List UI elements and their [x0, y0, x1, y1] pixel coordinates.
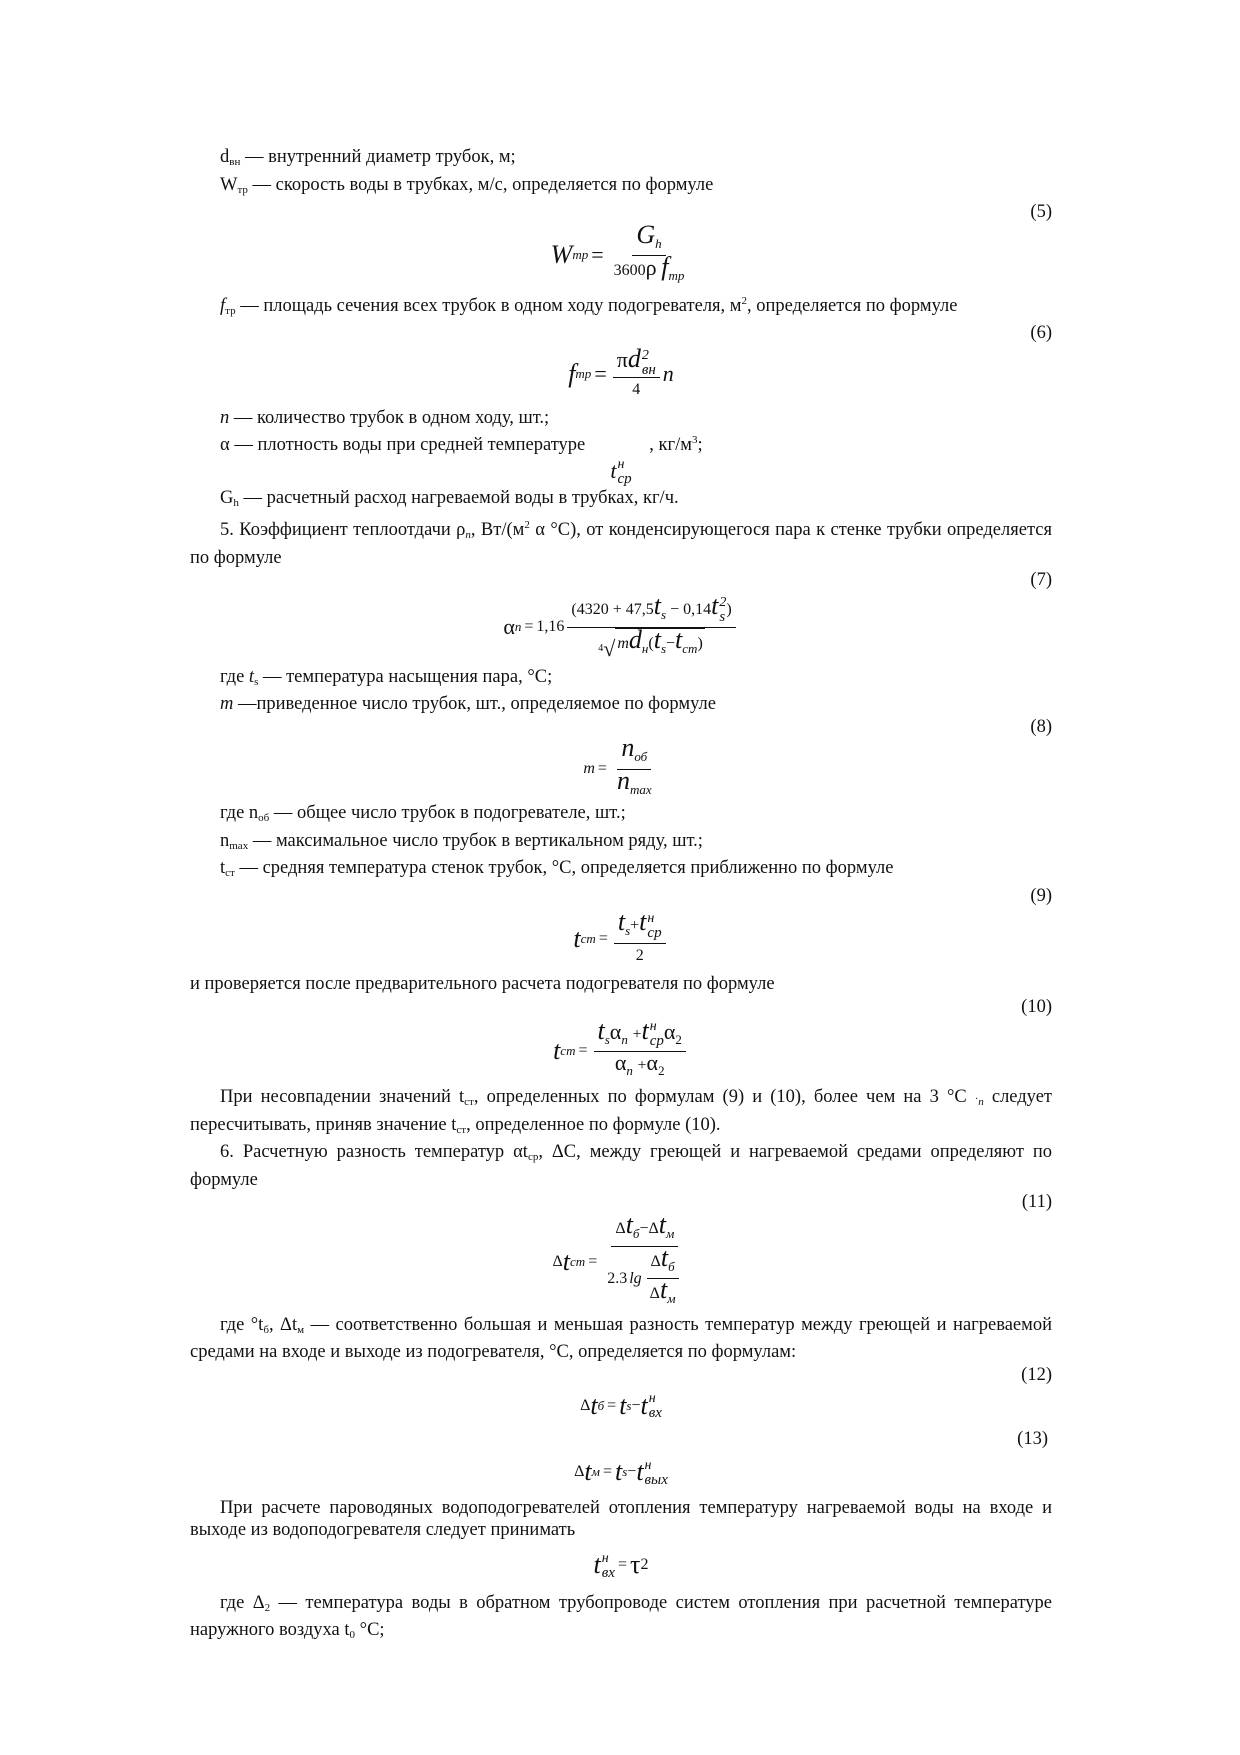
formula-6: f тр = πd 2 вн 4 n: [190, 347, 1052, 403]
equation-number: (13): [1017, 1429, 1048, 1449]
fraction: πd 2 вн 4: [613, 348, 660, 401]
text-paragraph: При расчете пароводяных водоподогревателей отопления температуру нагреваемой воды на входе и выходе из водоподогревателя следует принимать: [190, 1497, 1052, 1540]
formula-tsr: t н ср: [610, 456, 632, 487]
fraction: $\Delta t_б-\Delta t_м$ 2.3 lg $\frac{\Delta t_б}{\Delta t_м}$: [603, 1214, 686, 1311]
equation-number: (6): [1030, 323, 1052, 343]
text-line: Wтр — скорость воды в трубках, м/с, определяется по формуле: [220, 174, 714, 196]
fraction: $t_s+t$ н ср 2: [614, 911, 666, 967]
equation-number: (5): [1030, 202, 1052, 222]
text-line: и проверяется после предварительного расчета подогревателя по формуле: [190, 974, 775, 994]
text-paragraph: где °tб, Δtм — соответственно большая и меньшая разность температур между греющей и нагреваемой средами на входе и выходе из подогревателя, °С, определяется по формулам:: [190, 1314, 1052, 1362]
text-line: n — количество трубок в одном ходу, шт.;: [220, 407, 550, 428]
text-line: tст — средняя температура стенок трубок, °С, определяется приближенно по формуле: [220, 858, 894, 879]
formula-7: α n = 1,16 ($4320 + 47,5t_s - 0,14t$ 2 s ) 4 √ $md_н(t_s-t_{ст})$: [190, 594, 1052, 662]
text-paragraph: 6. Расчетную разность температур αtср, ΔС, между греющей и нагреваемой средами определяют по формуле: [190, 1142, 1052, 1190]
text-line: Gh — расчетный расход нагреваемой воды в трубках, кг/ч.: [220, 487, 679, 509]
text-line: m —приведенное число трубок, шт., определяемое по формуле: [220, 694, 716, 714]
formula-12: Δ t б = t s − t н вх: [580, 1390, 662, 1421]
text-paragraph: где Δ2 — температура воды в обратном трубопроводе систем отопления при расчетной температуре наружного воздуха t0 °С;: [190, 1592, 1053, 1641]
document-page: [190, 146, 1052, 1647]
equation-number: (11): [1021, 1192, 1052, 1212]
formula-8: m = $\frac{n_{об}}{n_{max}}$: [190, 740, 1052, 798]
fraction: ($4320 + 47,5t_s - 0,14t$ 2 s ) 4 √ $md_н(t_s-t_{ст})$: [567, 595, 735, 660]
text-line: nmax — максимальное число трубок в вертикальном ряду, шт.;: [220, 830, 703, 852]
text-paragraph: При несовпадении значений tст, определенных по формулам (9) и (10), более чем на 3 °С ·n следует пересчитывать, приняв значение tст, определенное по формуле (10).: [190, 1087, 1052, 1136]
text-line: dвн — внутренний диаметр трубок, м;: [220, 147, 516, 168]
text-line: где nоб — общее число трубок в подогревателе, шт.;: [220, 803, 626, 824]
text-line: α — плотность воды при средней температуре , $кг/м^3$;: [220, 434, 703, 455]
text-paragraph: 5. Коэффициент теплоотдачи ρn, $Вт/(м^2$ α °С), от конденсирующегося пара к стенке трубки определяется по формуле: [190, 519, 1052, 568]
formula-13: Δ t м = t s − t н вых: [574, 1457, 668, 1488]
formula-5: W тр = $\frac{G_h}{3600\rho f_{тр}}$: [190, 226, 1052, 286]
formula-10: t ст = $t_s\alpha_n +t$ н ср $\alpha_2$ $\alpha_n +\alpha_2$: [190, 1020, 1052, 1082]
text-line: где ts — температура насыщения пара, °С;: [220, 666, 553, 688]
equation-number: (9): [1030, 885, 1052, 906]
fraction: $\frac{G_h}{3600\rho f_{тр}}$: [613, 219, 685, 283]
text-line: fтр — площадь сечения всех трубок в одном ходу подогревателя, $м^2$, определяется по формуле: [220, 294, 958, 317]
formula-9: t ст = $t_s+t$ н ср 2: [190, 909, 1052, 969]
formula-11: Δ t ст = $\Delta t_б-\Delta t_м$ 2.3 lg $\frac{\Delta t_б}{\Delta t_м}$: [190, 1216, 1052, 1310]
equation-number: (8): [1030, 716, 1052, 737]
fraction: $\frac{n_{об}}{n_{max}}$: [616, 733, 652, 797]
equation-number: (12): [1021, 1364, 1052, 1385]
equation-number: (7): [1030, 570, 1052, 590]
equation-number: (10): [1021, 996, 1052, 1017]
formula-14: t н вх = τ 2: [593, 1550, 649, 1581]
fraction: $t_s\alpha_n +t$ н ср $\alpha_2$ $\alpha_n +\alpha_2$: [594, 1020, 686, 1083]
